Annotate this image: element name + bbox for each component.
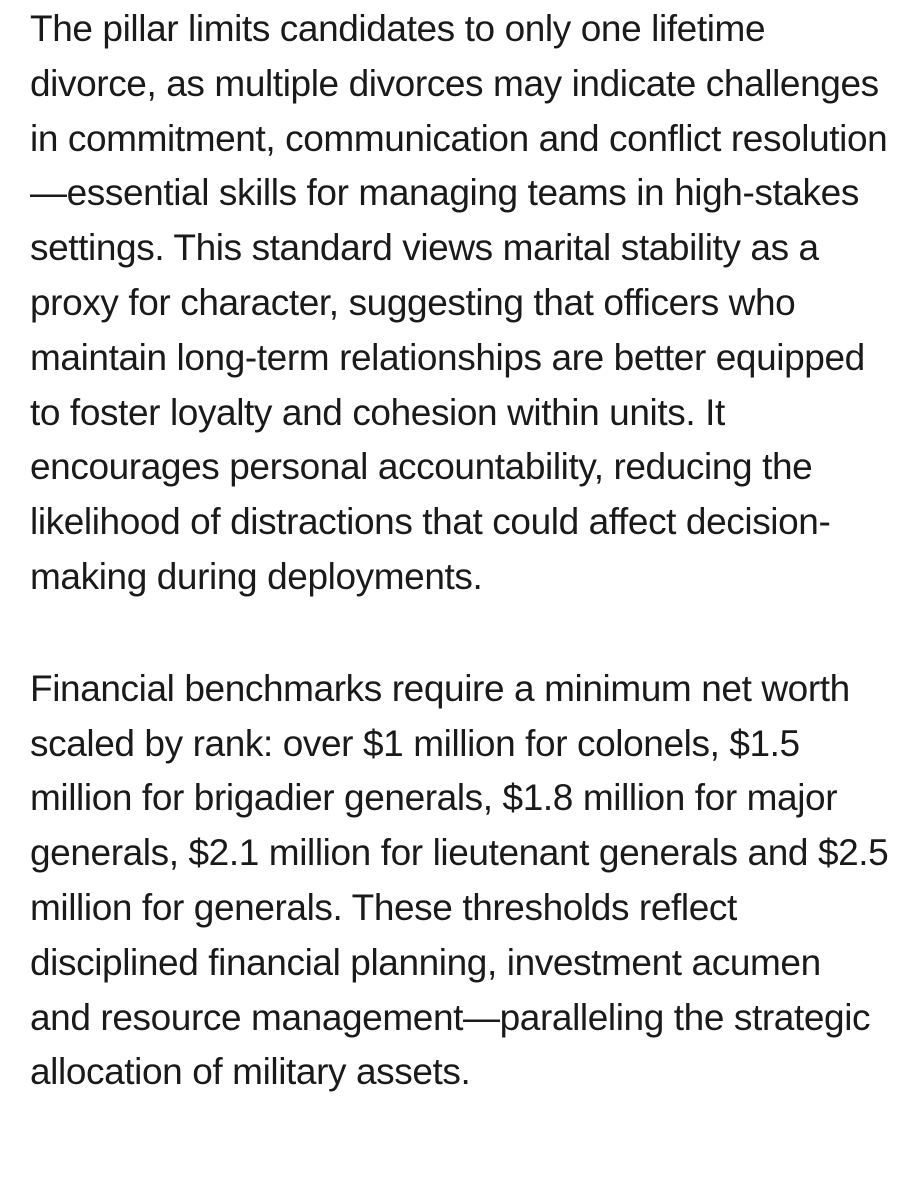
article-body	[30, 0, 890, 1100]
paragraph-divorce-limit: The pillar limits candidates to only one lifetime divorce, as multiple divorces may indicate challenges in commitment, communication and conflict resolution—essential skills for managing teams in high-stakes settings. This standard views marital stability as a proxy for character, suggesting that officers who maintain long-term relationships are better equipped to foster loyalty and cohesion within units. It encourages personal accountability, reducing the likelihood of distractions that could affect decision-making during deployments.	[30, 8, 888, 597]
paragraph-financial-benchmarks: Financial benchmarks require a minimum net worth scaled by rank: over $1 million for colonels, $1.5 million for brigadier generals, $1.8 million for major generals, $2.1 million for lieutenant generals and $2.5 million for generals. These thresholds reflect disciplined financial planning, investment acumen and resource management—paralleling the strategic allocation of military assets.	[30, 667, 889, 1093]
